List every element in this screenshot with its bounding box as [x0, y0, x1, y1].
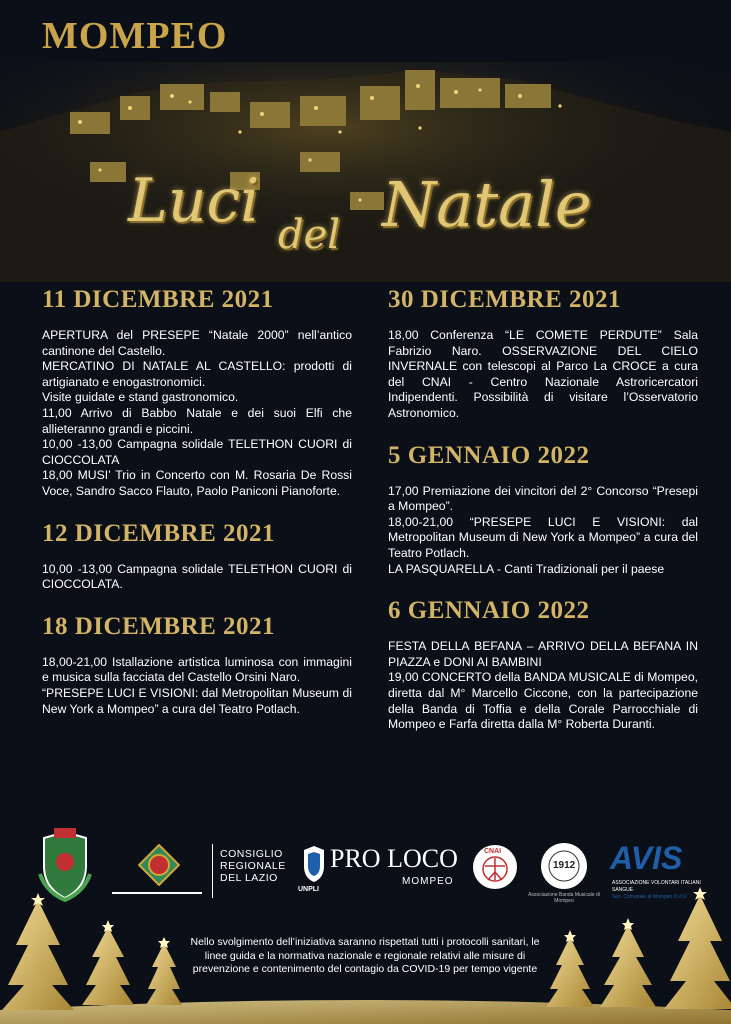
- regione-vertical-line: [212, 844, 213, 898]
- title-luci: Luci: [128, 166, 260, 236]
- event-line: 18,00-21,00 Istallazione artistica luminosa con immagini e musica sulla facciata del Castello Orsini Naro.: [42, 654, 352, 685]
- title-del: del: [278, 212, 341, 258]
- date-heading: 5 GENNAIO 2022: [388, 441, 590, 469]
- event-line: 11,00 Arrivo di Babbo Natale e dei suoi Elfi che allieteranno grandi e piccini.: [42, 405, 352, 436]
- sponsor-logos: [0, 822, 731, 902]
- regione-line: DEL LAZIO: [220, 872, 278, 884]
- event-line: 18,00 MUSI’ Trio in Concerto con M. Rosaria De Rossi Voce, Sandro Sacco Flauto, Paolo Paniconi Pianoforte.: [42, 468, 352, 498]
- section-30-dicembre: [388, 286, 698, 422]
- proloco-shield-icon: [302, 844, 326, 884]
- date-heading: 30 DICEMBRE 2021: [388, 286, 622, 313]
- regione-divider: [112, 892, 202, 894]
- banda-year: 1912: [553, 860, 576, 871]
- covid-notice: Nello svolgimento dell’iniziativa saranno rispettati tutti i protocolli sanitari, le linee guida e la normativa nazionale e regionale relativi alle misure di prevenzione e contenimento del contagio da COVID-19 per tempo vigente: [190, 936, 540, 976]
- section-18-dicembre: [42, 613, 352, 717]
- event-line: MERCATINO DI NATALE AL CASTELLO: prodotti di artigianato e enogastronomici.: [42, 359, 352, 389]
- events-right-column: [388, 286, 698, 745]
- event-line: Visite guidate e stand gastronomico.: [42, 390, 239, 405]
- village-night-image: [0, 62, 731, 282]
- section-11-dicembre: [42, 286, 352, 500]
- regione-line: CONSIGLIO: [220, 848, 283, 860]
- event-line: FESTA DELLA BEFANA – ARRIVO DELLA BEFANA IN PIAZZA e DONI AI BAMBINI: [388, 639, 698, 669]
- town-title: MOMPEO: [42, 15, 228, 57]
- consiglio-regionale-label: [220, 848, 286, 884]
- event-line: 10,00 -13,00 Campagna solidale TELETHON CUORI di CIOCCOLATA: [42, 437, 352, 467]
- avis-subtitle: [612, 880, 716, 901]
- section-5-gennaio: [388, 442, 698, 578]
- proloco-label: PRO LOCO: [330, 844, 458, 873]
- avis-line: Sez. Comunale di Mompeo O.d.V.: [612, 894, 688, 900]
- unpli-label: UNPLI: [298, 886, 319, 893]
- date-heading: 11 DICEMBRE 2021: [42, 286, 274, 313]
- proloco-mompeo-label: MOMPEO: [402, 876, 454, 887]
- mompeo-crest-icon: [36, 828, 94, 902]
- date-heading: 6 GENNAIO 2022: [388, 597, 590, 625]
- event-line: LA PASQUARELLA - Canti Tradizionali per il paese: [388, 561, 665, 576]
- event-line: APERTURA del PRESEPE “Natale 2000” nell’antico cantinone del Castello.: [42, 328, 352, 358]
- section-12-dicembre: [42, 520, 352, 593]
- avis-line: ASSOCIAZIONE VOLONTARI ITALIANI SANGUE: [612, 880, 701, 893]
- banda-label: Associazione Banda Musicale di Mompeo: [528, 892, 600, 904]
- section-6-gennaio: [388, 597, 698, 733]
- date-heading: 12 DICEMBRE 2021: [42, 519, 276, 547]
- event-line: 10,00 -13,00 Campagna solidale TELETHON CUORI di CIOCCOLATA.: [42, 561, 352, 592]
- event-line: “PRESEPE LUCI E VISIONI: dal Metropolitan Museum di New York a Mompeo” a cura del Teatro Potlach.: [42, 685, 352, 716]
- regione-lazio-emblem-icon: [138, 844, 180, 886]
- event-line: 18,00 Conferenza “LE COMETE PERDUTE” Sala Fabrizio Naro. OSSERVAZIONE DEL CIELO INVERNALE con telescopi al Parco La CROCE a cura del CNAI - Centro Nazionale Astroricercatori Indipendenti. Possibilità di visitare l’Osservatorio Astronomico.: [388, 328, 698, 420]
- event-line: 17,00 Premiazione dei vincitori del 2° Concorso “Presepi a Mompeo”.: [388, 483, 698, 514]
- events-left-column: [42, 286, 352, 729]
- avis-logo: AVIS: [610, 840, 683, 876]
- title-natale: Natale: [382, 168, 592, 241]
- event-line: 18,00-21,00 “PRESEPE LUCI E VISIONI: dal Metropolitan Museum di New York a Mompeo” a cura del Teatro Potlach.: [388, 514, 698, 560]
- cnai-label: CNAI: [484, 848, 502, 855]
- event-line: 19,00 CONCERTO della BANDA MUSICALE di Mompeo, diretta dal M° Marcello Ciccone, con la partecipazione della Banda di Toffia e della Corale Parrocchiale di Mompeo e Farfa diretta dalla M° Roberta Duranti.: [388, 670, 698, 732]
- regione-line: REGIONALE: [220, 860, 286, 872]
- date-heading: 18 DICEMBRE 2021: [42, 612, 276, 640]
